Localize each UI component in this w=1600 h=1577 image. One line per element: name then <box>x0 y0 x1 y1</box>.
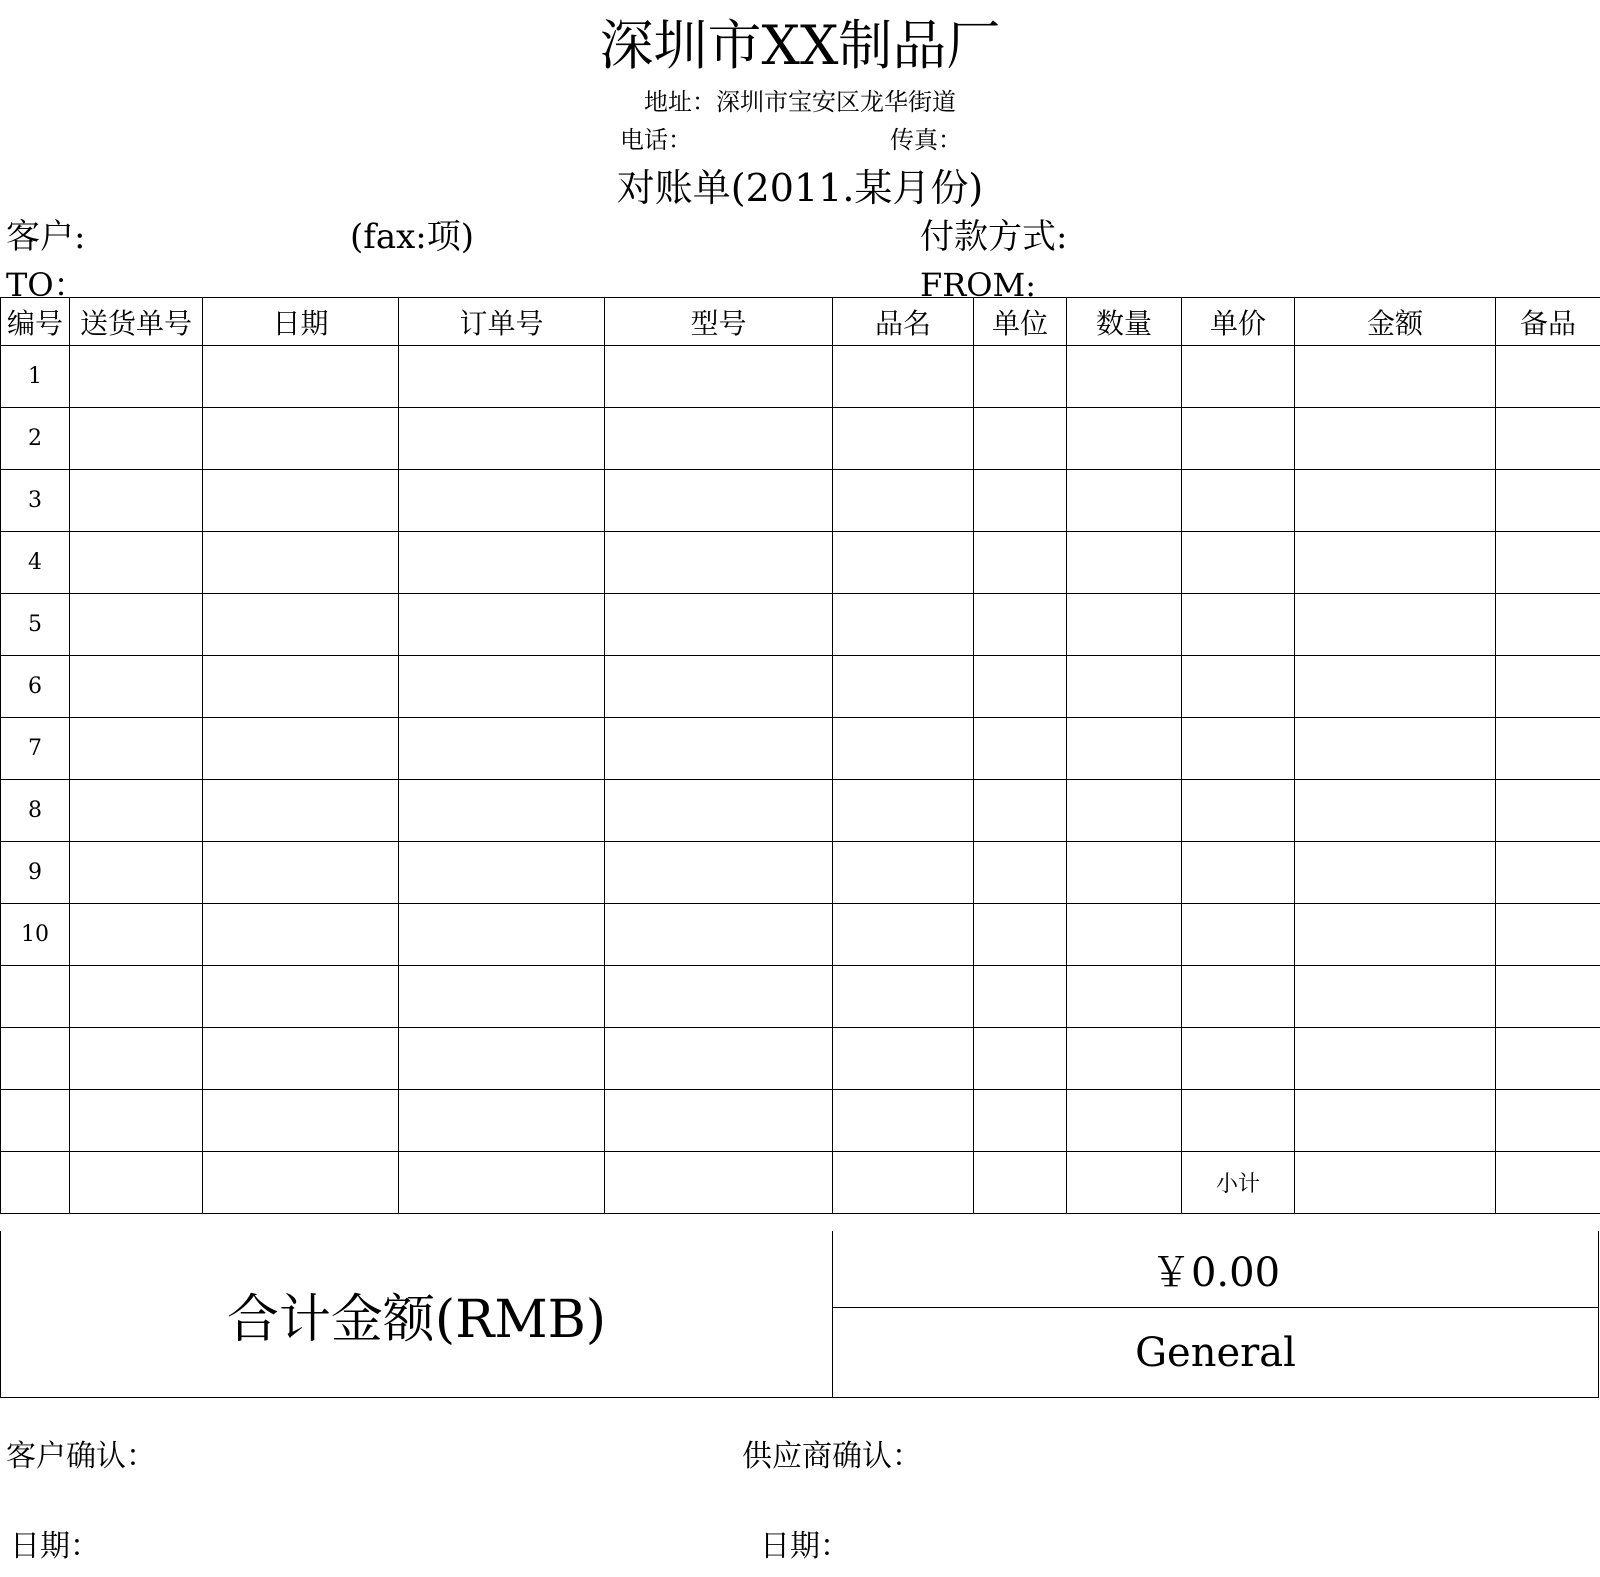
row-number-cell: 8 <box>1 780 70 842</box>
table-cell[interactable] <box>974 1152 1067 1214</box>
table-cell[interactable] <box>1067 1090 1182 1152</box>
table-cell[interactable] <box>1295 656 1496 718</box>
row-number-cell <box>1 1152 70 1214</box>
table-cell[interactable] <box>605 966 833 1028</box>
table-cell[interactable] <box>605 842 833 904</box>
table-cell[interactable] <box>605 1152 833 1214</box>
company-address: 地址：深圳市宝安区龙华街道 <box>644 88 956 116</box>
table-cell[interactable] <box>399 1090 605 1152</box>
payment-method-label: 付款方式: <box>920 217 1068 257</box>
table-row <box>1 656 1600 718</box>
table-row <box>1 532 1600 594</box>
table-cell[interactable] <box>399 718 605 780</box>
table-cell[interactable] <box>203 346 399 408</box>
table-cell[interactable] <box>399 1028 605 1090</box>
table-cell[interactable] <box>1067 656 1182 718</box>
table-cell[interactable] <box>605 470 833 532</box>
table-cell[interactable] <box>1496 408 1600 470</box>
table-cell[interactable] <box>203 904 399 966</box>
table-cell[interactable] <box>203 780 399 842</box>
table-cell[interactable] <box>1295 346 1496 408</box>
row-number-cell: 10 <box>1 904 70 966</box>
table-cell[interactable] <box>605 532 833 594</box>
table-cell[interactable] <box>1295 532 1496 594</box>
table-cell[interactable] <box>1295 1028 1496 1090</box>
table-cell[interactable] <box>1496 656 1600 718</box>
table-cell[interactable] <box>605 1090 833 1152</box>
table-cell[interactable] <box>1067 842 1182 904</box>
table-cell[interactable] <box>70 966 203 1028</box>
table-cell[interactable] <box>399 1152 605 1214</box>
table-cell[interactable] <box>70 594 203 656</box>
table-cell[interactable] <box>833 1090 974 1152</box>
fax-label: 传真： <box>890 126 962 154</box>
table-cell[interactable] <box>399 532 605 594</box>
table-cell[interactable] <box>974 1028 1067 1090</box>
table-cell[interactable] <box>203 1028 399 1090</box>
table-cell[interactable] <box>1067 1152 1182 1214</box>
table-cell[interactable] <box>1496 1152 1600 1214</box>
table-cell[interactable] <box>1295 1152 1496 1214</box>
customer-fax-note: (fax:项) <box>350 217 475 257</box>
table-cell[interactable] <box>833 1152 974 1214</box>
table-row <box>1 1028 1600 1090</box>
table-cell[interactable] <box>1295 904 1496 966</box>
table-cell[interactable] <box>1496 532 1600 594</box>
row-number-cell <box>1 1028 70 1090</box>
customer-label: 客户: <box>6 217 86 257</box>
statement-title: 对账单(2011.某月份) <box>616 166 984 210</box>
table-cell[interactable] <box>70 470 203 532</box>
table-row <box>1 780 1600 842</box>
company-title: 深圳市XX制品厂 <box>599 14 1001 77</box>
table-cell[interactable] <box>974 780 1067 842</box>
table-cell[interactable] <box>974 470 1067 532</box>
table-cell[interactable] <box>1496 966 1600 1028</box>
table-cell[interactable] <box>203 532 399 594</box>
table-cell[interactable] <box>974 966 1067 1028</box>
table-cell[interactable] <box>70 904 203 966</box>
table-cell[interactable] <box>974 718 1067 780</box>
table-cell[interactable] <box>1496 470 1600 532</box>
column-header: 数量 <box>1067 298 1182 346</box>
column-header: 送货单号 <box>70 298 203 346</box>
table-cell[interactable] <box>1182 966 1295 1028</box>
table-cell[interactable] <box>833 1028 974 1090</box>
table-cell[interactable] <box>605 1028 833 1090</box>
table-cell[interactable] <box>1295 594 1496 656</box>
subtotal-label: 小计 <box>1182 1152 1295 1214</box>
table-cell[interactable] <box>1067 346 1182 408</box>
table-cell[interactable] <box>1067 532 1182 594</box>
supplier-confirm-label: 供应商确认： <box>742 1439 922 1474</box>
table-cell[interactable] <box>833 470 974 532</box>
table-cell[interactable] <box>605 780 833 842</box>
column-header: 编号 <box>1 298 70 346</box>
table-cell[interactable] <box>70 346 203 408</box>
table-cell[interactable] <box>203 966 399 1028</box>
table-cell[interactable] <box>1182 656 1295 718</box>
table-cell[interactable] <box>70 1028 203 1090</box>
table-cell[interactable] <box>833 656 974 718</box>
table-cell[interactable] <box>974 1090 1067 1152</box>
table-cell[interactable] <box>974 656 1067 718</box>
table-cell[interactable] <box>1496 904 1600 966</box>
table-row <box>1 718 1600 780</box>
table-cell[interactable] <box>1182 594 1295 656</box>
table-cell[interactable] <box>203 1152 399 1214</box>
table-cell[interactable] <box>1067 470 1182 532</box>
table-cell[interactable] <box>399 594 605 656</box>
table-cell[interactable] <box>399 780 605 842</box>
table-cell[interactable] <box>203 718 399 780</box>
table-row <box>1 408 1600 470</box>
table-cell[interactable] <box>399 346 605 408</box>
table-cell[interactable] <box>1182 718 1295 780</box>
table-cell[interactable] <box>833 594 974 656</box>
table-row <box>1 1090 1600 1152</box>
table-cell[interactable] <box>1496 346 1600 408</box>
supplier-date-label: 日期： <box>760 1529 850 1564</box>
table-row <box>1 966 1600 1028</box>
table-cell[interactable] <box>70 532 203 594</box>
table-cell[interactable] <box>203 594 399 656</box>
customer-confirm-label: 客户确认： <box>6 1439 156 1474</box>
row-number-cell: 9 <box>1 842 70 904</box>
total-amount-label: 合计金额(RMB) <box>226 1289 607 1350</box>
telephone-label: 电话： <box>620 126 692 154</box>
table-cell[interactable] <box>1295 1090 1496 1152</box>
table-cell[interactable] <box>399 904 605 966</box>
row-number-cell: 1 <box>1 346 70 408</box>
table-cell[interactable] <box>399 470 605 532</box>
table-cell[interactable] <box>1182 842 1295 904</box>
row-number-cell: 4 <box>1 532 70 594</box>
table-cell[interactable] <box>70 780 203 842</box>
row-number-cell <box>1 966 70 1028</box>
table-cell[interactable] <box>1182 532 1295 594</box>
table-cell[interactable] <box>833 904 974 966</box>
table-cell[interactable] <box>1496 1028 1600 1090</box>
table-cell[interactable] <box>1067 966 1182 1028</box>
table-cell[interactable] <box>203 842 399 904</box>
table-cell[interactable] <box>1182 470 1295 532</box>
table-cell[interactable] <box>399 408 605 470</box>
table-cell[interactable] <box>70 1090 203 1152</box>
table-cell[interactable] <box>70 656 203 718</box>
table-cell[interactable] <box>833 718 974 780</box>
table-cell[interactable] <box>833 966 974 1028</box>
table-cell[interactable] <box>203 470 399 532</box>
column-header: 备品 <box>1496 298 1600 346</box>
table-cell[interactable] <box>1295 408 1496 470</box>
table-cell[interactable] <box>605 656 833 718</box>
total-amount-format[interactable]: General <box>1135 1329 1296 1376</box>
table-cell[interactable] <box>1182 780 1295 842</box>
table-cell[interactable] <box>203 1090 399 1152</box>
column-header: 订单号 <box>399 298 605 346</box>
table-cell[interactable] <box>399 966 605 1028</box>
column-header: 日期 <box>203 298 399 346</box>
table-cell[interactable] <box>70 408 203 470</box>
table-body <box>1 298 1600 1214</box>
table-cell[interactable] <box>833 842 974 904</box>
total-section <box>0 1231 1599 1398</box>
column-header: 单位 <box>974 298 1067 346</box>
table-cell[interactable] <box>1067 594 1182 656</box>
to-label: TO： <box>6 266 86 304</box>
table-cell[interactable] <box>1067 1028 1182 1090</box>
row-number-cell: 7 <box>1 718 70 780</box>
table-cell[interactable] <box>70 718 203 780</box>
table-cell[interactable] <box>1295 718 1496 780</box>
table-cell[interactable] <box>605 718 833 780</box>
row-number-cell: 5 <box>1 594 70 656</box>
table-cell[interactable] <box>605 346 833 408</box>
table-header-row <box>1 298 1600 346</box>
table-cell[interactable] <box>605 594 833 656</box>
statement-table <box>0 297 1600 1214</box>
table-cell[interactable] <box>1496 718 1600 780</box>
column-header: 品名 <box>833 298 974 346</box>
row-number-cell: 2 <box>1 408 70 470</box>
table-row <box>1 346 1600 408</box>
table-cell[interactable] <box>1182 904 1295 966</box>
table-cell[interactable] <box>1182 1028 1295 1090</box>
table-cell[interactable] <box>1067 904 1182 966</box>
table-cell[interactable] <box>1182 346 1295 408</box>
total-amount-value[interactable]: ￥0.00 <box>833 1231 1598 1308</box>
table-cell[interactable] <box>605 408 833 470</box>
table-cell[interactable] <box>399 842 605 904</box>
column-header: 型号 <box>605 298 833 346</box>
row-number-cell <box>1 1090 70 1152</box>
table-cell[interactable] <box>70 842 203 904</box>
table-cell[interactable] <box>1182 1090 1295 1152</box>
table-cell[interactable] <box>974 594 1067 656</box>
customer-date-label: 日期： <box>10 1529 100 1564</box>
table-cell[interactable] <box>833 346 974 408</box>
table-cell[interactable] <box>974 408 1067 470</box>
table-cell[interactable] <box>605 904 833 966</box>
table-cell[interactable] <box>833 780 974 842</box>
table-cell[interactable] <box>833 532 974 594</box>
table-cell[interactable] <box>399 656 605 718</box>
table-cell[interactable] <box>1295 470 1496 532</box>
table-cell[interactable] <box>203 408 399 470</box>
table-row <box>1 1152 1600 1214</box>
table-cell[interactable] <box>203 656 399 718</box>
table-cell[interactable] <box>70 1152 203 1214</box>
table-cell[interactable] <box>1295 780 1496 842</box>
table-cell[interactable] <box>833 408 974 470</box>
table-row <box>1 470 1600 532</box>
table-cell[interactable] <box>1496 780 1600 842</box>
table-cell[interactable] <box>974 904 1067 966</box>
table-cell[interactable] <box>1496 842 1600 904</box>
table-cell[interactable] <box>1496 594 1600 656</box>
table-row <box>1 904 1600 966</box>
table-cell[interactable] <box>974 532 1067 594</box>
table-cell[interactable] <box>1182 408 1295 470</box>
table-cell[interactable] <box>1496 1090 1600 1152</box>
table-cell[interactable] <box>1067 408 1182 470</box>
table-cell[interactable] <box>1295 966 1496 1028</box>
row-number-cell: 6 <box>1 656 70 718</box>
table-cell[interactable] <box>974 346 1067 408</box>
column-header: 单价 <box>1182 298 1295 346</box>
table-cell[interactable] <box>1295 842 1496 904</box>
table-row <box>1 594 1600 656</box>
table-cell[interactable] <box>974 842 1067 904</box>
table-row <box>1 842 1600 904</box>
table-cell[interactable] <box>1067 718 1182 780</box>
table-cell[interactable] <box>1067 780 1182 842</box>
row-number-cell: 3 <box>1 470 70 532</box>
from-label: FROM: <box>920 266 1037 304</box>
column-header: 金额 <box>1295 298 1496 346</box>
